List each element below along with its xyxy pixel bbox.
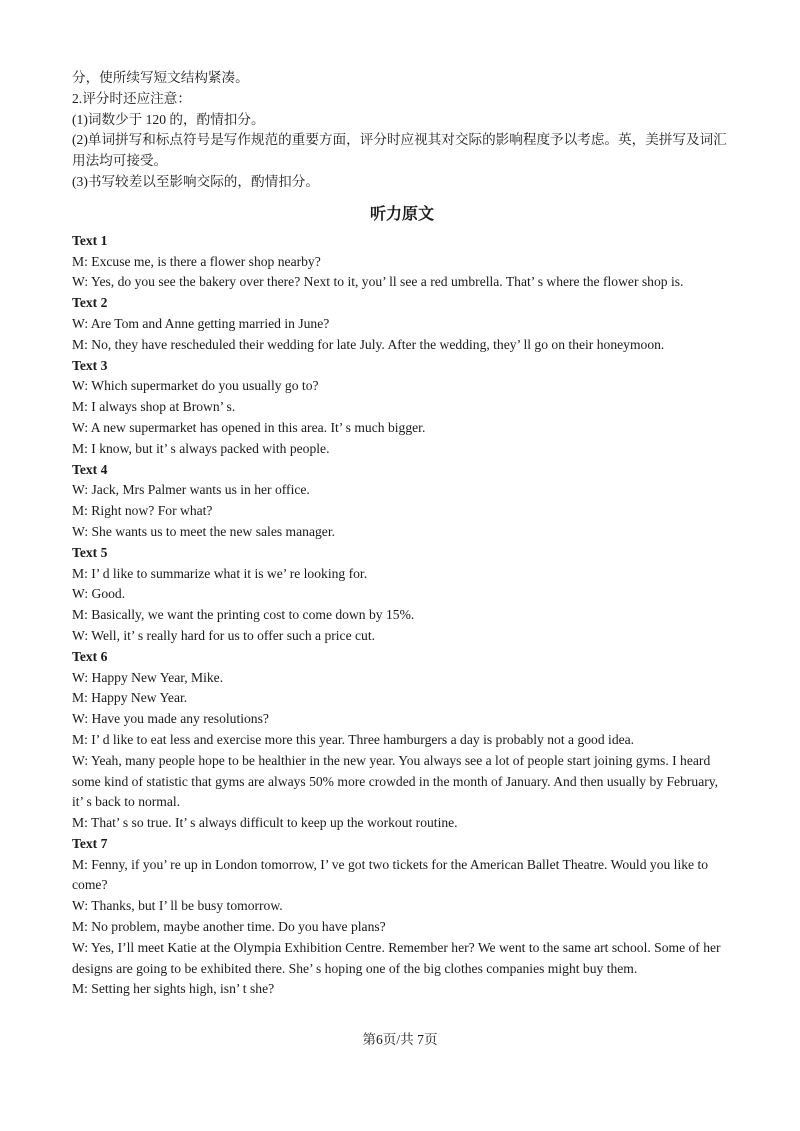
dialogue-line: W: Happy New Year, Mike. xyxy=(72,669,224,685)
dialogue-line: M: Fenny, if you’ re up in London tomorrow, I’ ve got two tickets for the American Ballet Theatre. Would you like to come? xyxy=(72,856,709,893)
intro-line: (2)单词拼写和标点符号是写作规范的重要方面，评分时应视其对交际的影响程度予以考虑。英，美拼写及词汇用法均可接受。 xyxy=(72,132,727,169)
dialogue-line: W: Yes, I’ll meet Katie at the Olympia Exhibition Centre. Remember her? We went to the same art school. Some of her designs are going to be exhibited there. She’ s hoping one of the big clothes companies might buy them. xyxy=(72,939,721,976)
dialogue-line: M: I’ d like to summarize what it is we’ re looking for. xyxy=(72,565,368,581)
intro-line: 2.评分时还应注意： xyxy=(72,90,191,106)
dialogue-line: M: Setting her sights high, isn’ t she? xyxy=(72,981,275,997)
text-heading: Text 4 xyxy=(72,461,108,477)
dialogue-line: M: I’ d like to eat less and exercise more this year. Three hamburgers a day is probably not a good idea. xyxy=(72,731,635,747)
text-block xyxy=(72,543,732,647)
listening-transcript xyxy=(72,231,732,1000)
intro-line: (1)词数少于 120 的，酌情扣分。 xyxy=(72,111,265,127)
text-block xyxy=(72,647,732,834)
section-title: 听力原文 xyxy=(369,205,434,223)
text-heading: Text 2 xyxy=(72,295,108,311)
dialogue-line: M: No, they have rescheduled their wedding for late July. After the wedding, they’ ll go on their honeymoon. xyxy=(72,336,665,352)
text-block xyxy=(72,834,732,1000)
text-heading: Text 7 xyxy=(72,835,108,851)
intro-line: (3)书写较差以至影响交际的，酌情扣分。 xyxy=(72,173,319,189)
text-block xyxy=(72,293,732,355)
dialogue-line: M: Happy New Year. xyxy=(72,690,188,706)
dialogue-line: W: Are Tom and Anne getting married in June? xyxy=(72,315,330,331)
dialogue-line: W: Well, it’ s really hard for us to offer such a price cut. xyxy=(72,627,376,643)
scoring-notes xyxy=(72,68,732,193)
dialogue-line: W: Jack, Mrs Palmer wants us in her office. xyxy=(72,482,310,498)
dialogue-line: W: Yes, do you see the bakery over there? Next to it, you’ ll see a red umbrella. That’ s where the flower shop is. xyxy=(72,274,684,290)
dialogue-line: M: I know, but it’ s always packed with people. xyxy=(72,440,330,456)
dialogue-line: M: Basically, we want the printing cost to come down by 15%. xyxy=(72,607,415,623)
dialogue-line: M: I always shop at Brown’ s. xyxy=(72,399,236,415)
dialogue-line: M: Right now? For what? xyxy=(72,503,213,519)
dialogue-line: W: Which supermarket do you usually go to? xyxy=(72,378,319,394)
text-heading: Text 1 xyxy=(72,232,108,248)
dialogue-line: M: That’ s so true. It’ s always difficult to keep up the workout routine. xyxy=(72,815,458,831)
text-block xyxy=(72,356,732,460)
intro-line: 分，使所续写短文结构紧凑。 xyxy=(72,70,249,85)
dialogue-line: W: A new supermarket has opened in this area. It’ s much bigger. xyxy=(72,419,426,435)
page-number: 第6页/共 7页 xyxy=(362,1032,438,1047)
document-page xyxy=(72,68,732,1000)
text-heading: Text 5 xyxy=(72,544,108,560)
dialogue-line: W: Yeah, many people hope to be healthier in the new year. You always see a lot of people start joining gyms. I heard some kind of statistic that gyms are always 50% more crowded in the month of January. And then usually by February, it’ s back to normal. xyxy=(72,752,719,810)
text-heading: Text 6 xyxy=(72,648,108,664)
dialogue-line: W: Have you made any resolutions? xyxy=(72,711,269,727)
text-block xyxy=(72,231,732,293)
dialogue-line: M: Excuse me, is there a flower shop nearby? xyxy=(72,253,321,269)
dialogue-line: W: Thanks, but I’ ll be busy tomorrow. xyxy=(72,898,283,914)
dialogue-line: M: No problem, maybe another time. Do you have plans? xyxy=(72,919,386,935)
text-block xyxy=(72,460,732,543)
text-heading: Text 3 xyxy=(72,357,108,373)
dialogue-line: W: She wants us to meet the new sales manager. xyxy=(72,523,335,539)
dialogue-line: W: Good. xyxy=(72,586,126,602)
